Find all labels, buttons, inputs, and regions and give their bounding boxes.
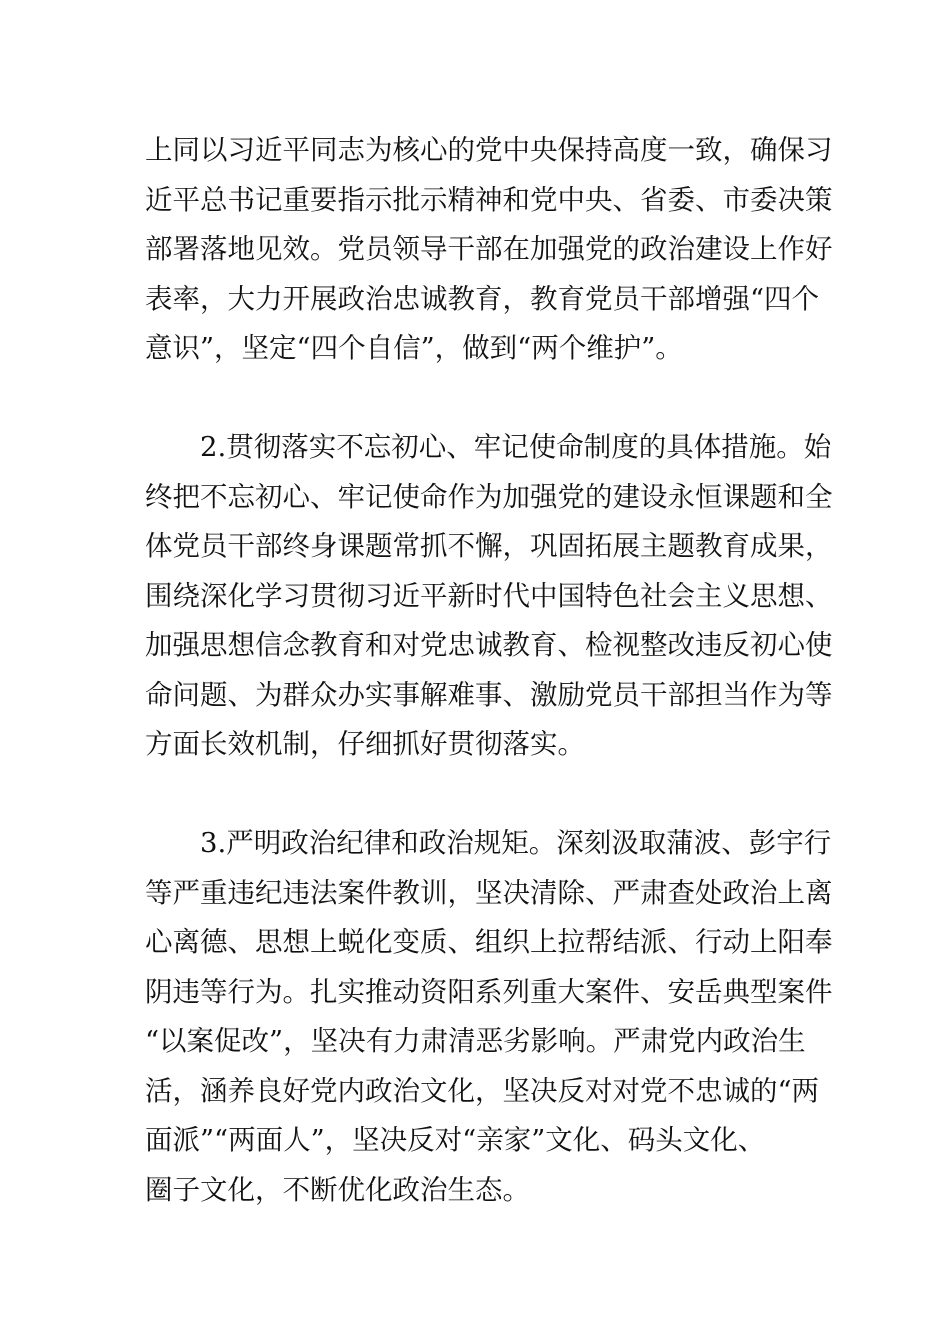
text-line: 圈子文化，不断优化政治生态。 bbox=[145, 1173, 530, 1206]
paragraph-continuation bbox=[145, 126, 833, 374]
text-line: 命问题、为群众办实事解难事、激励党员干部担当作为等 bbox=[145, 678, 833, 711]
text-line: 表率，大力开展政治忠诚教育，教育党员干部增强“四个 bbox=[145, 282, 820, 315]
paragraph-item-2 bbox=[145, 423, 833, 770]
text-line: 上同以习近平同志为核心的党中央保持高度一致，确保习 bbox=[145, 134, 833, 166]
paragraph-item-3 bbox=[145, 819, 833, 1215]
text-line: 心离德、思想上蜕化变质、组织上拉帮结派、行动上阳奉 bbox=[145, 926, 833, 958]
text-line: 围绕深化学习贯彻习近平新时代中国特色社会主义思想、 bbox=[145, 579, 833, 612]
text-line: 阴违等行为。扎实推动资阳系列重大案件、安岳典型案件 bbox=[145, 975, 833, 1008]
text-line: 方面长效机制，仔细抓好贯彻落实。 bbox=[145, 728, 585, 760]
text-line: 近平总书记重要指示批示精神和党中央、省委、市委决策 bbox=[145, 183, 833, 216]
text-line: 等严重违纪违法案件教训，坚决清除、严肃查处政治上离 bbox=[145, 876, 833, 909]
text-line: 面派”“两面人”，坚决反对“亲家”文化、码头文化、 bbox=[145, 1124, 766, 1156]
text-line: “以案促改”，坚决有力肃清恶劣影响。严肃党内政治生 bbox=[145, 1025, 806, 1057]
text-line: 加强思想信念教育和对党忠诚教育、检视整改违反初心使 bbox=[145, 629, 833, 661]
text-line: 活，涵养良好党内政治文化，坚决反对对党不忠诚的“两 bbox=[145, 1074, 820, 1107]
text-line: 终把不忘初心、牢记使命作为加强党的建设永恒课题和全 bbox=[145, 480, 833, 513]
text-line: 意识”，坚定“四个自信”，做到“两个维护”。 bbox=[145, 332, 683, 364]
text-line: 3.严明政治纪律和政治规矩。深刻汲取蒲波、彭宇行 bbox=[145, 827, 832, 859]
text-line: 部署落地见效。党员领导干部在加强党的政治建设上作好 bbox=[145, 233, 833, 265]
text-line: 体党员干部终身课题常抓不懈，巩固拓展主题教育成果， bbox=[145, 530, 833, 562]
text-line: 2.贯彻落实不忘初心、牢记使命制度的具体措施。始 bbox=[145, 431, 832, 463]
